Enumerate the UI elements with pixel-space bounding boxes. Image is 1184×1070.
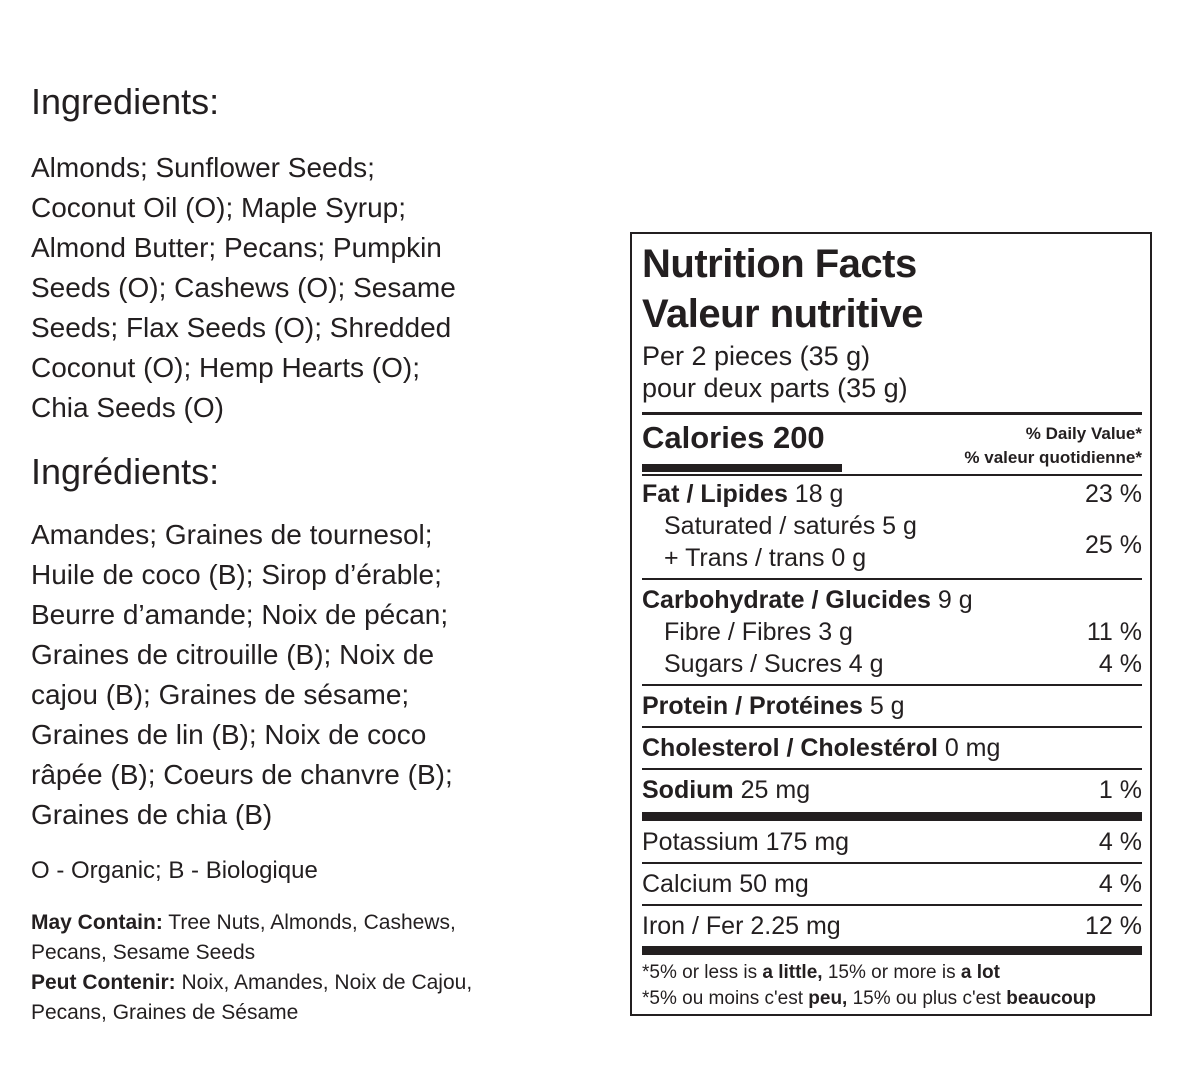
nutrient-label: Cholesterol / Cholestérol (642, 734, 938, 762)
footnote-text: *5% ou moins c'est (642, 988, 809, 1009)
daily-value-header (964, 422, 1142, 470)
allergen-fr-line-1 (31, 968, 472, 998)
divider (642, 904, 1142, 906)
nutrient-dv: 4 % (1098, 650, 1142, 678)
footnote-emphasis: peu, (808, 988, 848, 1009)
ingredient-line: Coconut Oil (O); Maple Syrup; (31, 192, 407, 223)
divider (642, 768, 1142, 770)
nutrient-label: Calcium 50 mg (642, 870, 809, 898)
nutrient-row-protein (642, 690, 1142, 722)
nutrient-label: Iron / Fer 2.25 mg (642, 912, 841, 940)
ingredients-title-en: Ingredients: (31, 81, 220, 122)
nutrient-label: Saturated / saturés 5 g (664, 512, 917, 540)
divider (642, 726, 1142, 728)
nutrient-row-trans (642, 542, 1142, 574)
allergen-fr-text: Noix, Amandes, Noix de Cajou, (175, 971, 473, 994)
nutrient-row-iron (642, 910, 1142, 942)
daily-value-header-fr: % valeur quotidienne* (964, 448, 1142, 467)
ingredients-list-en (31, 148, 591, 428)
ingredient-line: Graines de citrouille (B); Noix de (31, 639, 435, 670)
nutrient-label: Fibre / Fibres 3 g (664, 618, 853, 646)
nutrient-dv: 1 % (1098, 776, 1142, 804)
nutrient-row-saturated (642, 510, 1142, 542)
ingredients-section (31, 80, 591, 1024)
ingredient-line: Chia Seeds (O) (31, 392, 224, 423)
ingredient-line: Coconut (O); Hemp Hearts (O); (31, 352, 420, 383)
ingredient-line: Graines de lin (B); Noix de coco (31, 719, 427, 750)
nutrient-dv: 4 % (1098, 828, 1142, 856)
nutrient-label: + Trans / trans 0 g (664, 544, 867, 572)
divider (642, 862, 1142, 864)
calories: Calories 200 (642, 420, 825, 455)
nutrient-label: Protein / Protéines (642, 692, 863, 720)
ingredient-line: Graines de chia (B) (31, 799, 273, 830)
nutrient-row-sugars (642, 648, 1142, 680)
footnote-emphasis: a lot (960, 962, 1000, 983)
allergen-en-text: Tree Nuts, Almonds, Cashews, (162, 911, 456, 934)
nutrition-title-fr: Valeur nutritive (642, 292, 923, 336)
nutrient-row-carbohydrate (642, 584, 1142, 616)
ingredient-line: Almonds; Sunflower Seeds; (31, 152, 375, 183)
nutrition-facts-table (630, 232, 1152, 1016)
allergen-en-line-1 (31, 908, 472, 938)
nutrient-dv: 4 % (1098, 870, 1142, 898)
footnote-en (642, 960, 1000, 986)
divider (642, 412, 1142, 415)
nutrient-row-potassium (642, 826, 1142, 858)
footnote-text: 15% or more is (822, 962, 961, 983)
ingredients-title-fr: Ingrédients: (31, 451, 220, 492)
footnote-emphasis: a little, (762, 962, 823, 983)
divider (642, 684, 1142, 686)
divider (642, 474, 1142, 476)
allergen-en-label: May Contain: (31, 911, 163, 934)
divider (642, 578, 1142, 580)
nutrient-row-calcium (642, 868, 1142, 900)
allergen-en-line-2: Pecans, Sesame Seeds (31, 941, 256, 964)
nutrient-amount: 5 g (862, 692, 905, 720)
ingredients-list-fr (31, 515, 453, 835)
nutrient-dv: 11 % (1086, 618, 1142, 646)
calories-underline (642, 464, 842, 472)
footnote-text: 15% ou plus c'est (847, 988, 1007, 1009)
nutrient-label: Sugars / Sucres 4 g (664, 650, 884, 678)
nutrient-amount: 0 mg (937, 734, 1001, 762)
nutrient-amount: 9 g (930, 586, 973, 614)
ingredient-line: cajou (B); Graines de sésame; (31, 679, 410, 710)
allergen-statement (31, 908, 472, 1028)
nutrient-label: Carbohydrate / Glucides (642, 586, 931, 614)
nutrient-row-cholesterol (642, 732, 1142, 764)
nutrient-label: Potassium 175 mg (642, 828, 850, 856)
divider-thick (642, 946, 1142, 955)
allergen-fr-label: Peut Contenir: (31, 971, 176, 994)
nutrient-dv: 25 % (1085, 531, 1142, 559)
nutrition-title-en: Nutrition Facts (642, 242, 917, 286)
nutrient-row-sodium (642, 774, 1142, 806)
nutrient-amount: 18 g (787, 480, 844, 508)
daily-value-header-en: % Daily Value* (1025, 424, 1142, 443)
serving-size-en: Per 2 pieces (35 g) (642, 341, 871, 371)
ingredient-line: Almond Butter; Pecans; Pumpkin (31, 232, 442, 263)
allergen-fr-line-2: Pecans, Graines de Sésame (31, 1001, 299, 1024)
nutrient-label: Sodium (642, 776, 734, 804)
nutrient-label: Fat / Lipides (642, 480, 788, 508)
nutrient-dv: 12 % (1085, 912, 1142, 940)
footnote-fr (642, 986, 1096, 1012)
ingredient-line: Huile de coco (B); Sirop d’érable; (31, 559, 442, 590)
ingredient-line: Seeds; Flax Seeds (O); Shredded (31, 312, 452, 343)
ingredient-line: râpée (B); Coeurs de chanvre (B); (31, 759, 453, 790)
nutrient-dv: 23 % (1085, 480, 1142, 508)
ingredient-line: Amandes; Graines de tournesol; (31, 519, 433, 550)
nutrient-row-fibre (642, 616, 1142, 648)
nutrient-amount: 25 mg (733, 776, 811, 804)
organic-legend: O - Organic; B - Biologique (31, 857, 318, 884)
footnote-emphasis: beaucoup (1006, 988, 1096, 1009)
ingredient-line: Seeds (O); Cashews (O); Sesame (31, 272, 456, 303)
divider-thick (642, 812, 1142, 821)
footnote-text: *5% or less is (642, 962, 763, 983)
ingredient-line: Beurre d’amande; Noix de pécan; (31, 599, 449, 630)
serving-size-fr: pour deux parts (35 g) (642, 373, 908, 403)
nutrient-row-fat (642, 478, 1142, 510)
